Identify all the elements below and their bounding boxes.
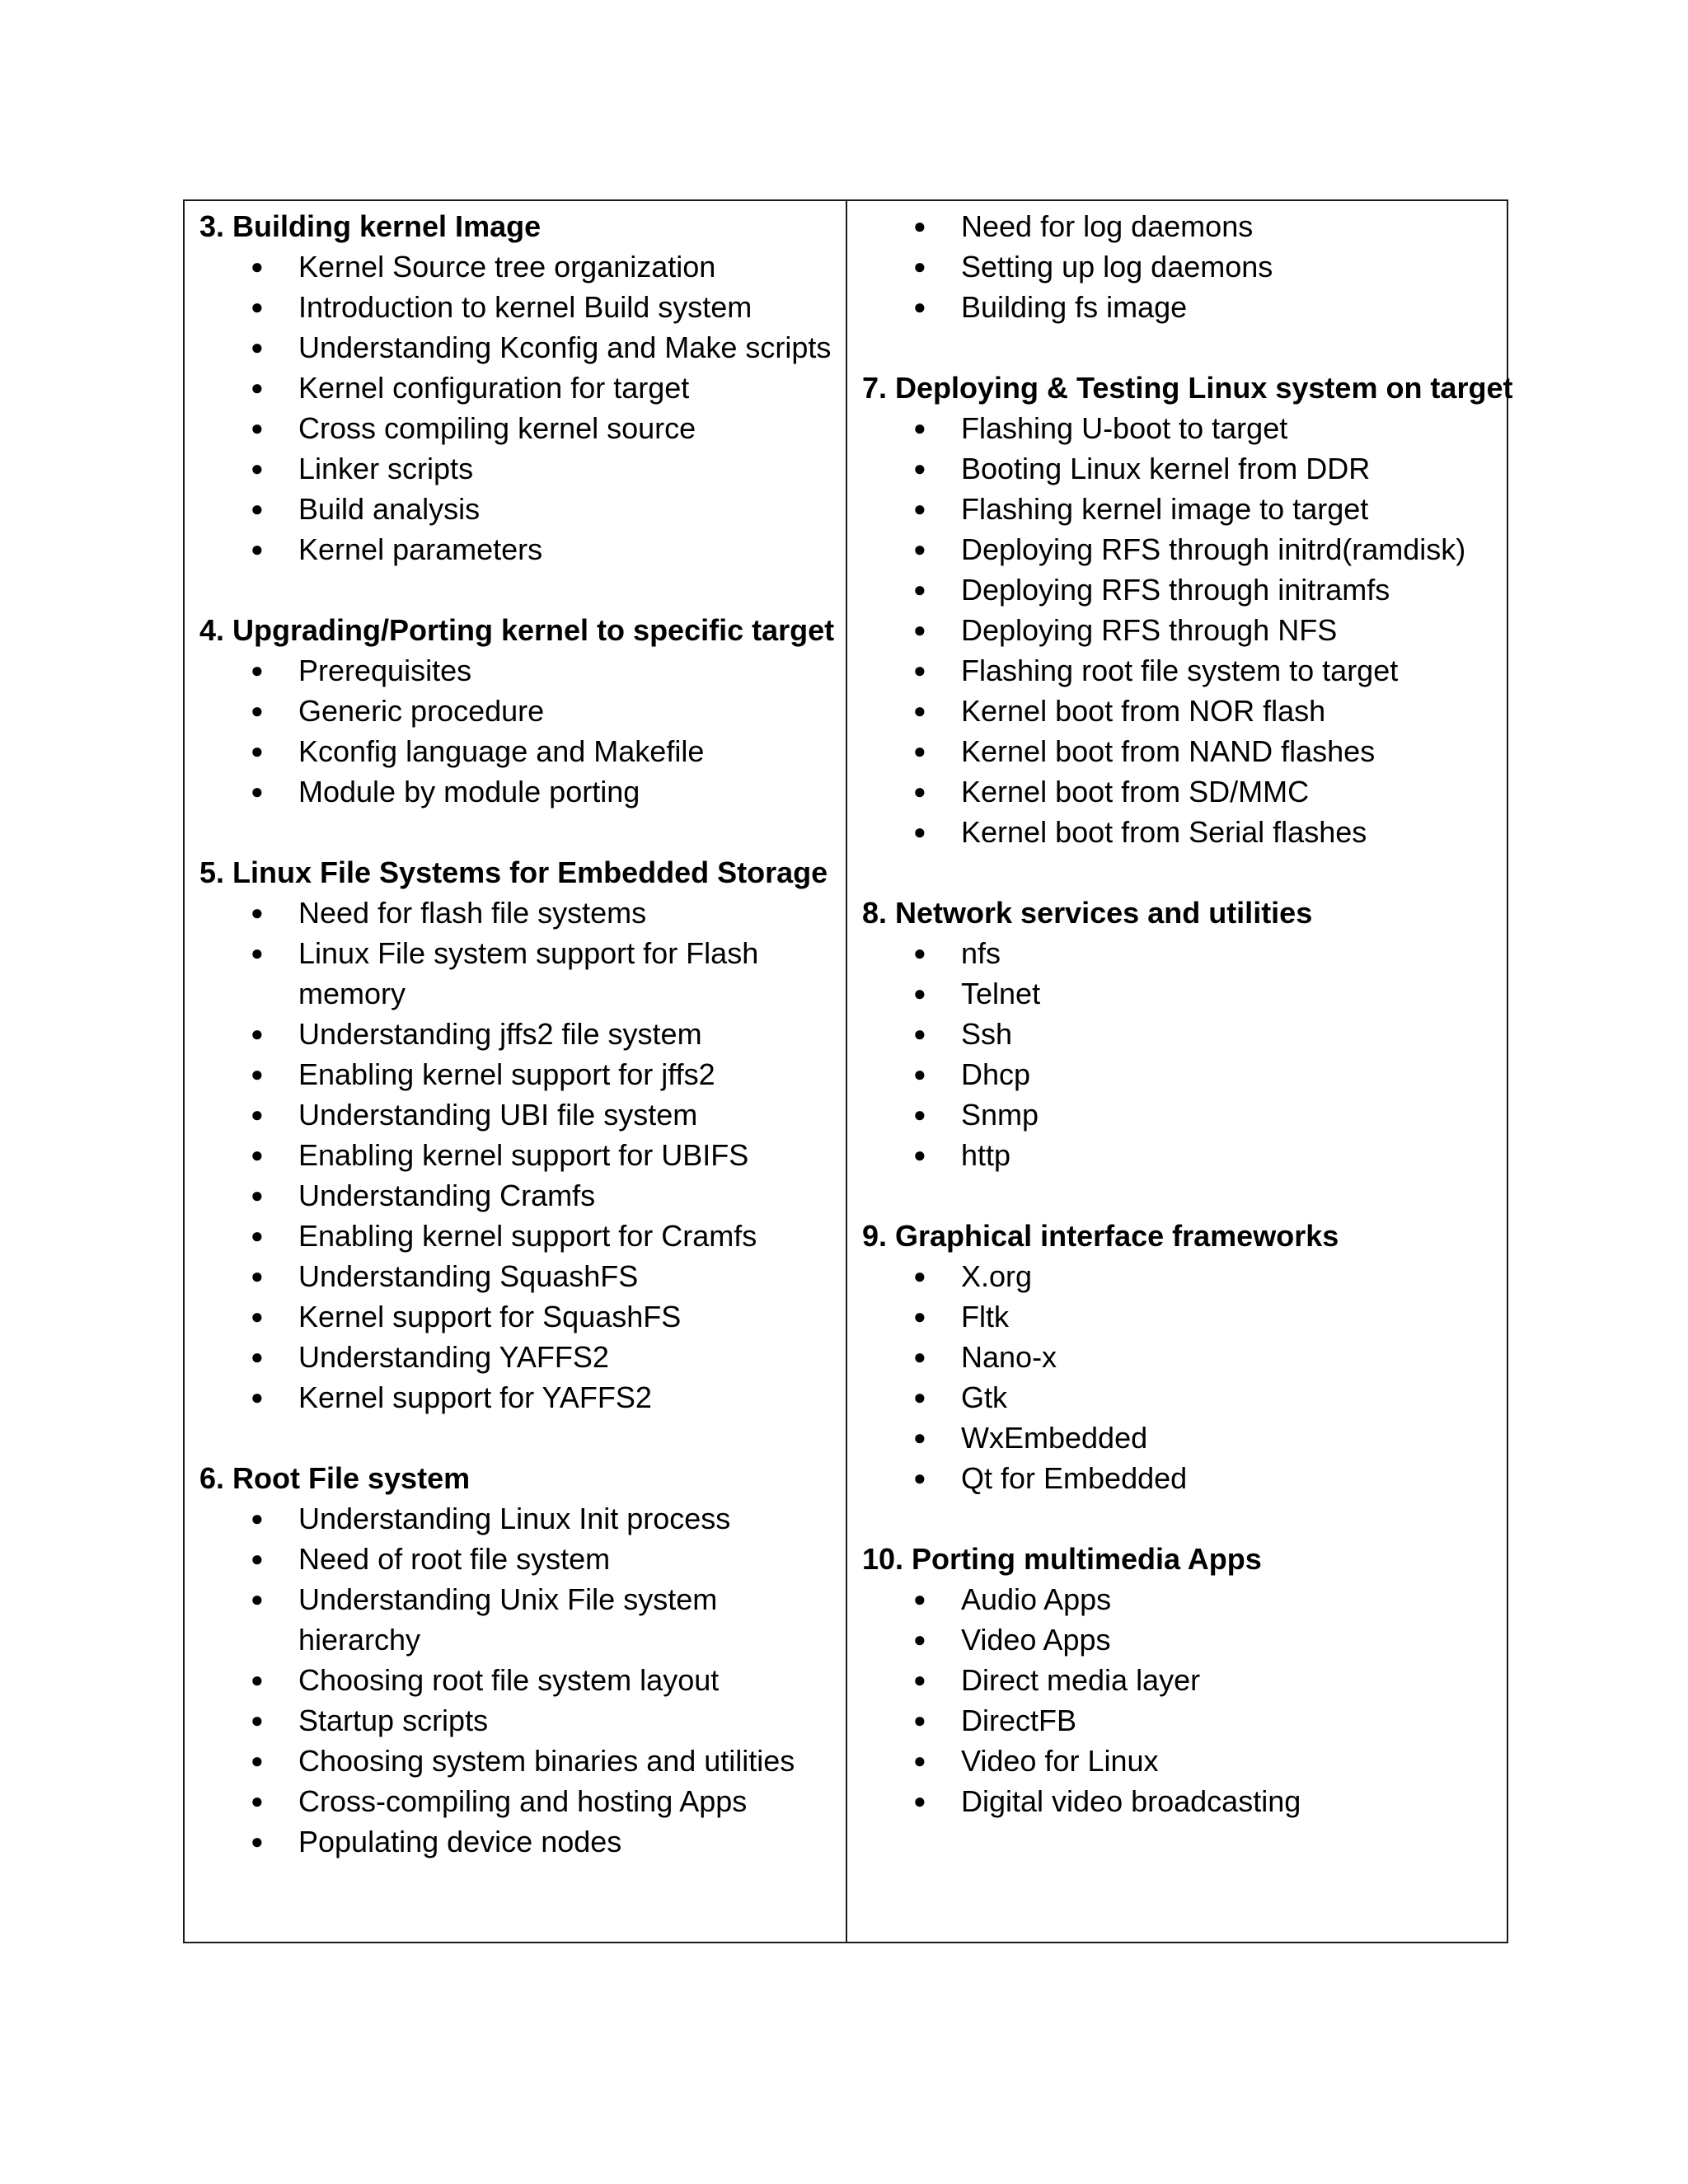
list-item: ● Module by module porting <box>199 771 834 812</box>
topic-list <box>199 246 834 569</box>
list-item: ● Enabling kernel support for UBIFS <box>199 1135 834 1175</box>
list-item: ● Fltk <box>862 1296 1495 1337</box>
topic-list <box>199 650 834 812</box>
list-item: ● X.org <box>862 1256 1495 1296</box>
section-root-file-system-continued <box>862 206 1495 327</box>
section-title: 3. Building kernel Image <box>199 209 542 243</box>
list-item: ● Enabling kernel support for jffs2 <box>199 1054 834 1094</box>
list-item: ● Choosing system binaries and utilities <box>199 1741 834 1781</box>
list-item: ● Digital video broadcasting <box>862 1781 1495 1821</box>
topic-list <box>862 933 1495 1175</box>
list-item: ● Introduction to kernel Build system <box>199 287 834 327</box>
list-item: ● Build analysis <box>199 489 834 529</box>
left-column <box>185 201 846 1942</box>
list-item: ● Prerequisites <box>199 650 834 691</box>
list-item: ● Need for flash file systems <box>199 893 834 933</box>
list-item: ● Kernel support for YAFFS2 <box>199 1377 834 1418</box>
list-item: ● nfs <box>862 933 1495 973</box>
right-column <box>846 201 1513 1942</box>
list-item: ● Kernel parameters <box>199 529 834 569</box>
list-item: ● Video for Linux <box>862 1741 1495 1781</box>
list-item: ● Need of root file system <box>199 1539 834 1579</box>
list-item: ● Booting Linux kernel from DDR <box>862 448 1495 489</box>
list-item: ● Understanding jffs2 file system <box>199 1014 834 1054</box>
list-item: ● WxEmbedded <box>862 1418 1495 1458</box>
list-item: ● Audio Apps <box>862 1579 1495 1619</box>
list-item: ● Kernel support for SquashFS <box>199 1296 834 1337</box>
topic-list <box>199 1498 834 1862</box>
list-item: ● Building fs image <box>862 287 1495 327</box>
topic-list <box>862 1256 1495 1498</box>
section-title: 4. Upgrading/Porting kernel to specific target <box>199 613 835 647</box>
list-item: ● Understanding UBI file system <box>199 1094 834 1135</box>
list-item: ● Enabling kernel support for Cramfs <box>199 1216 834 1256</box>
list-item: ● Deploying RFS through NFS <box>862 610 1495 650</box>
list-item: ● Kernel Source tree organization <box>199 246 834 287</box>
list-item: ● Understanding Cramfs <box>199 1175 834 1216</box>
section-title: 7. Deploying & Testing Linux system on target <box>862 371 1513 405</box>
list-item: ● Understanding Kconfig and Make scripts <box>199 327 834 368</box>
list-item: ● Kernel boot from Serial flashes <box>862 812 1495 852</box>
topic-list <box>862 1579 1495 1821</box>
list-item: ● Qt for Embedded <box>862 1458 1495 1498</box>
section-root-file-system <box>199 1458 834 1862</box>
list-item: ● Deploying RFS through initramfs <box>862 569 1495 610</box>
list-item: ● Linux File system support for Flash memory <box>199 933 834 1014</box>
list-item: ● Direct media layer <box>862 1660 1495 1700</box>
list-item: ● Cross-compiling and hosting Apps <box>199 1781 834 1821</box>
section-porting-kernel <box>199 610 834 812</box>
topic-list <box>199 893 834 1418</box>
section-title: 10. Porting multimedia Apps <box>862 1542 1262 1576</box>
list-item: ● Cross compiling kernel source <box>199 408 834 448</box>
list-item: ● Kernel configuration for target <box>199 368 834 408</box>
list-item: ● Understanding SquashFS <box>199 1256 834 1296</box>
list-item: ● DirectFB <box>862 1700 1495 1741</box>
section-deploying-testing <box>862 368 1513 852</box>
list-item: ● Gtk <box>862 1377 1495 1418</box>
list-item: ● Telnet <box>862 973 1495 1014</box>
list-item: ● Flashing root file system to target <box>862 650 1495 691</box>
section-title: 5. Linux File Systems for Embedded Storage <box>199 855 828 889</box>
list-item: ● Snmp <box>862 1094 1495 1135</box>
list-item: ● Setting up log daemons <box>862 246 1495 287</box>
topic-list <box>862 206 1495 327</box>
section-graphical-frameworks <box>862 1216 1495 1498</box>
list-item: ● Understanding Linux Init process <box>199 1498 834 1539</box>
section-title: 8. Network services and utilities <box>862 896 1313 930</box>
section-building-kernel-image <box>199 206 834 569</box>
list-item: ● Kconfig language and Makefile <box>199 731 834 771</box>
list-item: ● Generic procedure <box>199 691 834 731</box>
list-item: ● Video Apps <box>862 1619 1495 1660</box>
section-title: 6. Root File system <box>199 1461 471 1495</box>
list-item: ● Ssh <box>862 1014 1495 1054</box>
list-item: ● Understanding Unix File system hierarchy <box>199 1579 834 1660</box>
topic-list <box>862 408 1495 852</box>
list-item: ● Dhcp <box>862 1054 1495 1094</box>
list-item: ● Choosing root file system layout <box>199 1660 834 1700</box>
list-item: ● http <box>862 1135 1495 1175</box>
section-network-services <box>862 893 1495 1175</box>
list-item: ● Flashing kernel image to target <box>862 489 1495 529</box>
list-item: ● Linker scripts <box>199 448 834 489</box>
list-item: ● Kernel boot from NAND flashes <box>862 731 1495 771</box>
list-item: ● Understanding YAFFS2 <box>199 1337 834 1377</box>
section-linux-file-systems <box>199 852 834 1418</box>
list-item: ● Startup scripts <box>199 1700 834 1741</box>
section-title: 9. Graphical interface frameworks <box>862 1219 1339 1253</box>
list-item: ● Deploying RFS through initrd(ramdisk) <box>862 529 1495 569</box>
syllabus-table <box>183 199 1513 1943</box>
list-item: ● Populating device nodes <box>199 1821 834 1862</box>
list-item: ● Flashing U-boot to target <box>862 408 1495 448</box>
list-item: ● Need for log daemons <box>862 206 1495 246</box>
section-multimedia-apps <box>862 1539 1495 1821</box>
list-item: ● Nano-x <box>862 1337 1495 1377</box>
list-item: ● Kernel boot from SD/MMC <box>862 771 1495 812</box>
list-item: ● Kernel boot from NOR flash <box>862 691 1495 731</box>
